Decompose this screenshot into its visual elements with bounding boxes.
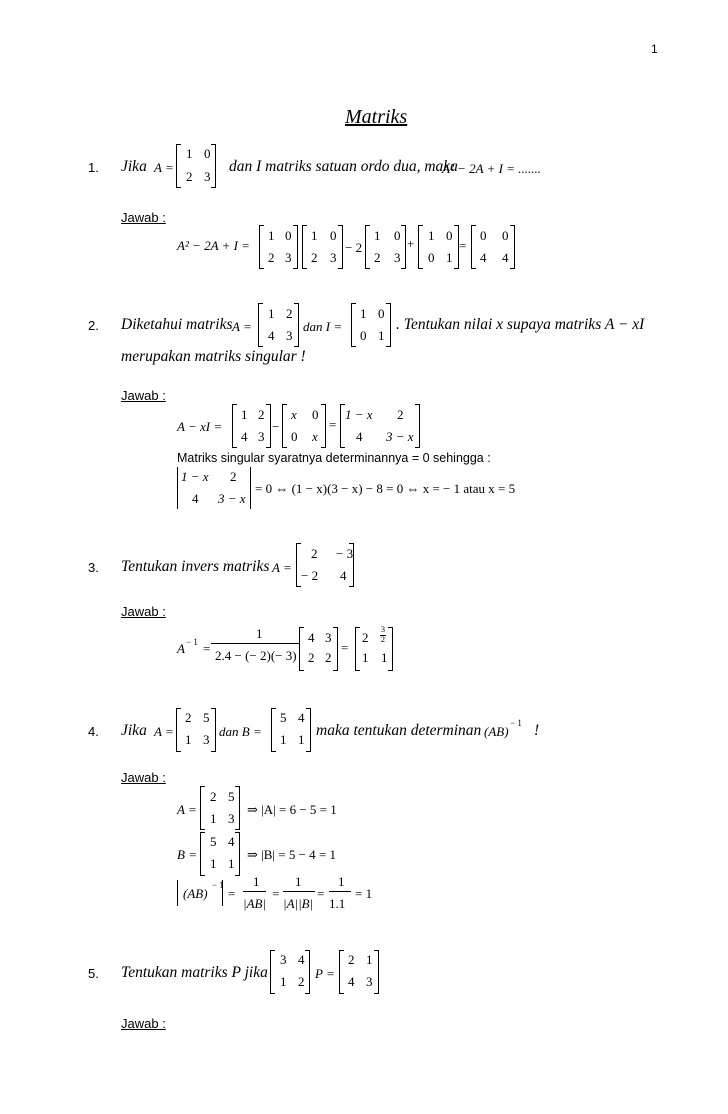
operator: = — [228, 886, 236, 901]
question-text: dan I matriks satuan ordo dua, maka — [229, 158, 458, 175]
operator: = — [459, 238, 467, 253]
answer-lhs: A − xI = — [177, 419, 223, 434]
question-text: Tentukan invers matriks — [121, 558, 270, 575]
page-number: 1 — [651, 42, 658, 56]
jawab-label: Jawab : — [121, 388, 166, 403]
expression: A² − 2A + I = ....... — [442, 161, 541, 176]
jawab-label: Jawab : — [121, 1016, 166, 1031]
fraction-numerator: 1 — [253, 874, 260, 889]
determinant-result: ⇒ |A| = 6 − 5 = 1 — [247, 802, 337, 817]
operator: = — [341, 640, 349, 655]
question-text: maka tentukan determinan — [316, 722, 482, 739]
fraction-numerator: 1 — [295, 874, 302, 889]
question-number: 5. — [88, 966, 99, 981]
question-number: 4. — [88, 724, 99, 739]
fraction-denominator: |A||B| — [283, 896, 314, 911]
matrix-label: A = — [232, 319, 252, 334]
page-title: Matriks — [345, 106, 408, 128]
question-text: Tentukan matriks P jika — [121, 964, 268, 981]
matrix-label: dan B = — [219, 724, 262, 739]
punctuation: ! — [534, 722, 540, 739]
question-number: 2. — [88, 318, 99, 333]
explanation-text: Matriks singular syaratnya determinannya = 0 sehingga : — [177, 451, 491, 465]
fraction-numerator: 1 — [338, 874, 345, 889]
fraction-denominator: 1.1 — [329, 896, 346, 911]
operator: + — [407, 236, 415, 251]
matrix-label: A = — [272, 560, 292, 575]
determinant-result: ⇒ |B| = 5 − 4 = 1 — [247, 847, 337, 862]
matrix-label: dan I = — [303, 319, 343, 334]
inverse-lhs: A — [177, 641, 185, 656]
expression: (AB) — [484, 724, 509, 739]
answer-lhs: A = — [177, 802, 197, 817]
question-text: merupakan matriks singular ! — [121, 348, 306, 365]
question-text: . Tentukan nilai x supaya matriks A − xI — [396, 316, 645, 333]
operator: − — [272, 419, 280, 434]
question-text: Jika — [121, 158, 147, 175]
question-text: Diketahui matriks — [121, 316, 233, 333]
matrix-label: P = — [315, 966, 335, 981]
result: = 1 — [355, 886, 373, 901]
matrix-label: A = — [154, 160, 174, 175]
matrix-label: A = — [154, 724, 174, 739]
fraction-denominator: 2.4 − (− 2)(− 3) — [215, 648, 297, 663]
jawab-label: Jawab : — [121, 770, 166, 785]
operator: = — [329, 417, 337, 432]
superscript: − 1 — [186, 637, 198, 647]
operator: = — [203, 641, 211, 656]
answer-lhs: A² − 2A + I = — [177, 238, 250, 253]
operator: − 2 — [345, 240, 363, 255]
jawab-label: Jawab : — [121, 604, 166, 619]
operator: = — [317, 886, 325, 901]
question-text: Jika — [121, 722, 147, 739]
jawab-label: Jawab : — [121, 210, 166, 225]
fraction-numerator: 1 — [256, 626, 263, 641]
question-number: 3. — [88, 560, 99, 575]
question-number: 1. — [88, 160, 99, 175]
determinant-equation: = 0 ⇔ (1 − x)(3 − x) − 8 = 0 ⇔ x = − 1 atau x = 5 — [255, 481, 516, 496]
fraction-denominator: |AB| — [243, 896, 267, 911]
superscript: − 1 — [510, 718, 522, 728]
operator: = — [272, 886, 280, 901]
answer-lhs: B = — [177, 847, 197, 862]
